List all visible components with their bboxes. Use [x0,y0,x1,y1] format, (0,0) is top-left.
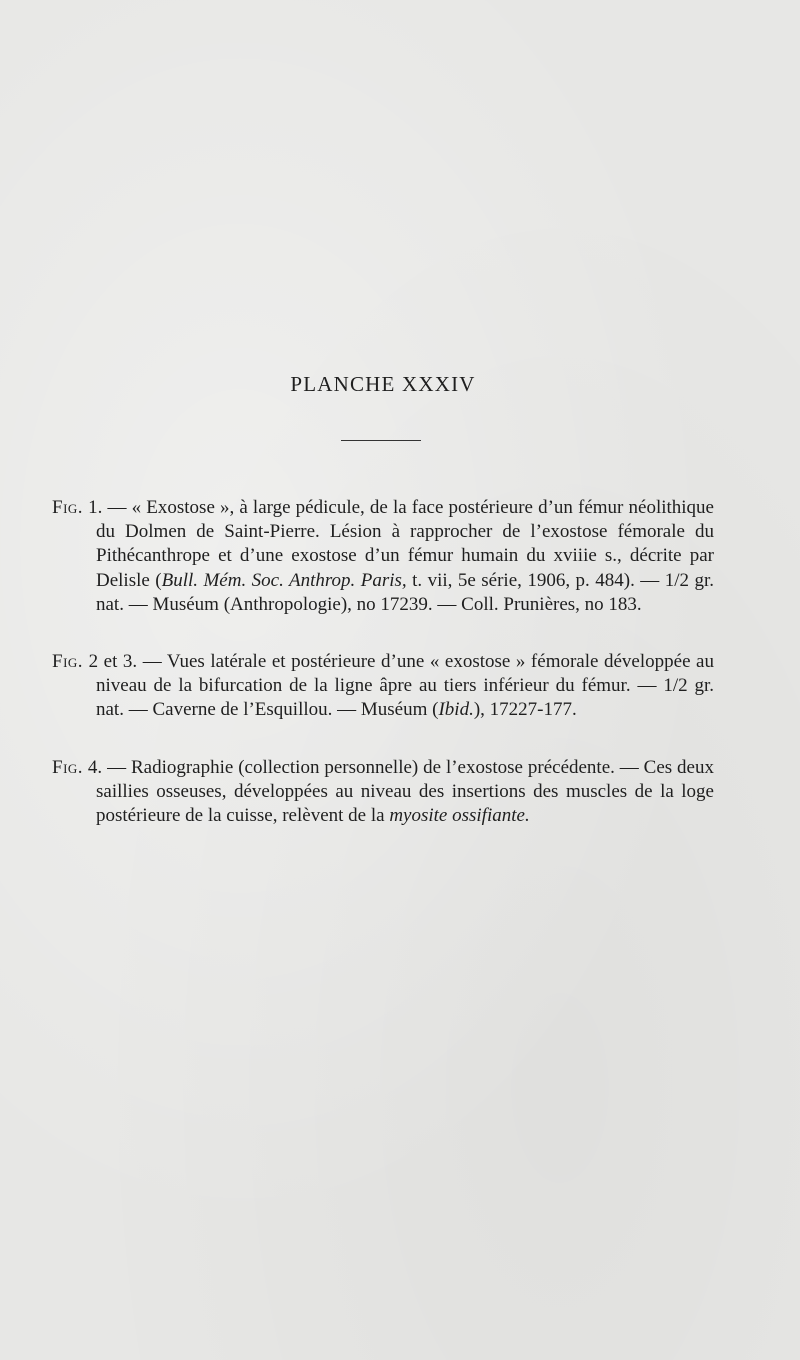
caption-fig-4 [52,756,714,829]
caption-citation: Bull. Mém. Soc. Anthrop. Paris, [161,569,407,591]
caption-text: ), 17227-177. [473,699,577,721]
fig-label: Fig. [52,497,84,518]
fig-label: Fig. [52,756,84,778]
figure-captions [52,496,714,861]
caption-fig-2-3 [52,650,714,723]
caption-text: 4. — Radiographie (collection personnelle) de l’exostose précédente. — Ces deux saillies osseuses, développées au niveau des insertions des muscles de la loge postérieure de la cuisse, relèvent de la [83,756,714,827]
caption-fig-1 [52,496,714,617]
caption-text: 1. — « Exostose », à large pédicule, de la face postérieure d’un fémur néolithique du Dolmen de Saint-Pierre. Lésion à rapprocher de l’exostose fémorale du Pithécanthrope et d’une exostose d’un fémur humain du xviiie s., décrite par Delisle ( [83,497,714,591]
caption-text: t. vii, 5e série, 1906, p. 484). — 1/2 gr. nat. — Muséum (Anthropologie), no 17239. — Coll. Prunières, no 183. [96,569,714,615]
plate-title: PLANCHE XXXIV [290,372,476,396]
caption-citation: Ibid. [438,699,474,721]
title-divider [341,440,421,441]
caption-text: 2 et 3. — Vues latérale et postérieure d’une « exostose » fémorale développée au niveau de la bifurcation de la ligne âpre au tiers inférieur du fémur. — 1/2 gr. nat. — Caverne de l’Esquillou. — Muséum ( [83,651,714,721]
caption-term: myosite ossifiante. [389,805,530,827]
fig-label: Fig. [52,651,84,673]
